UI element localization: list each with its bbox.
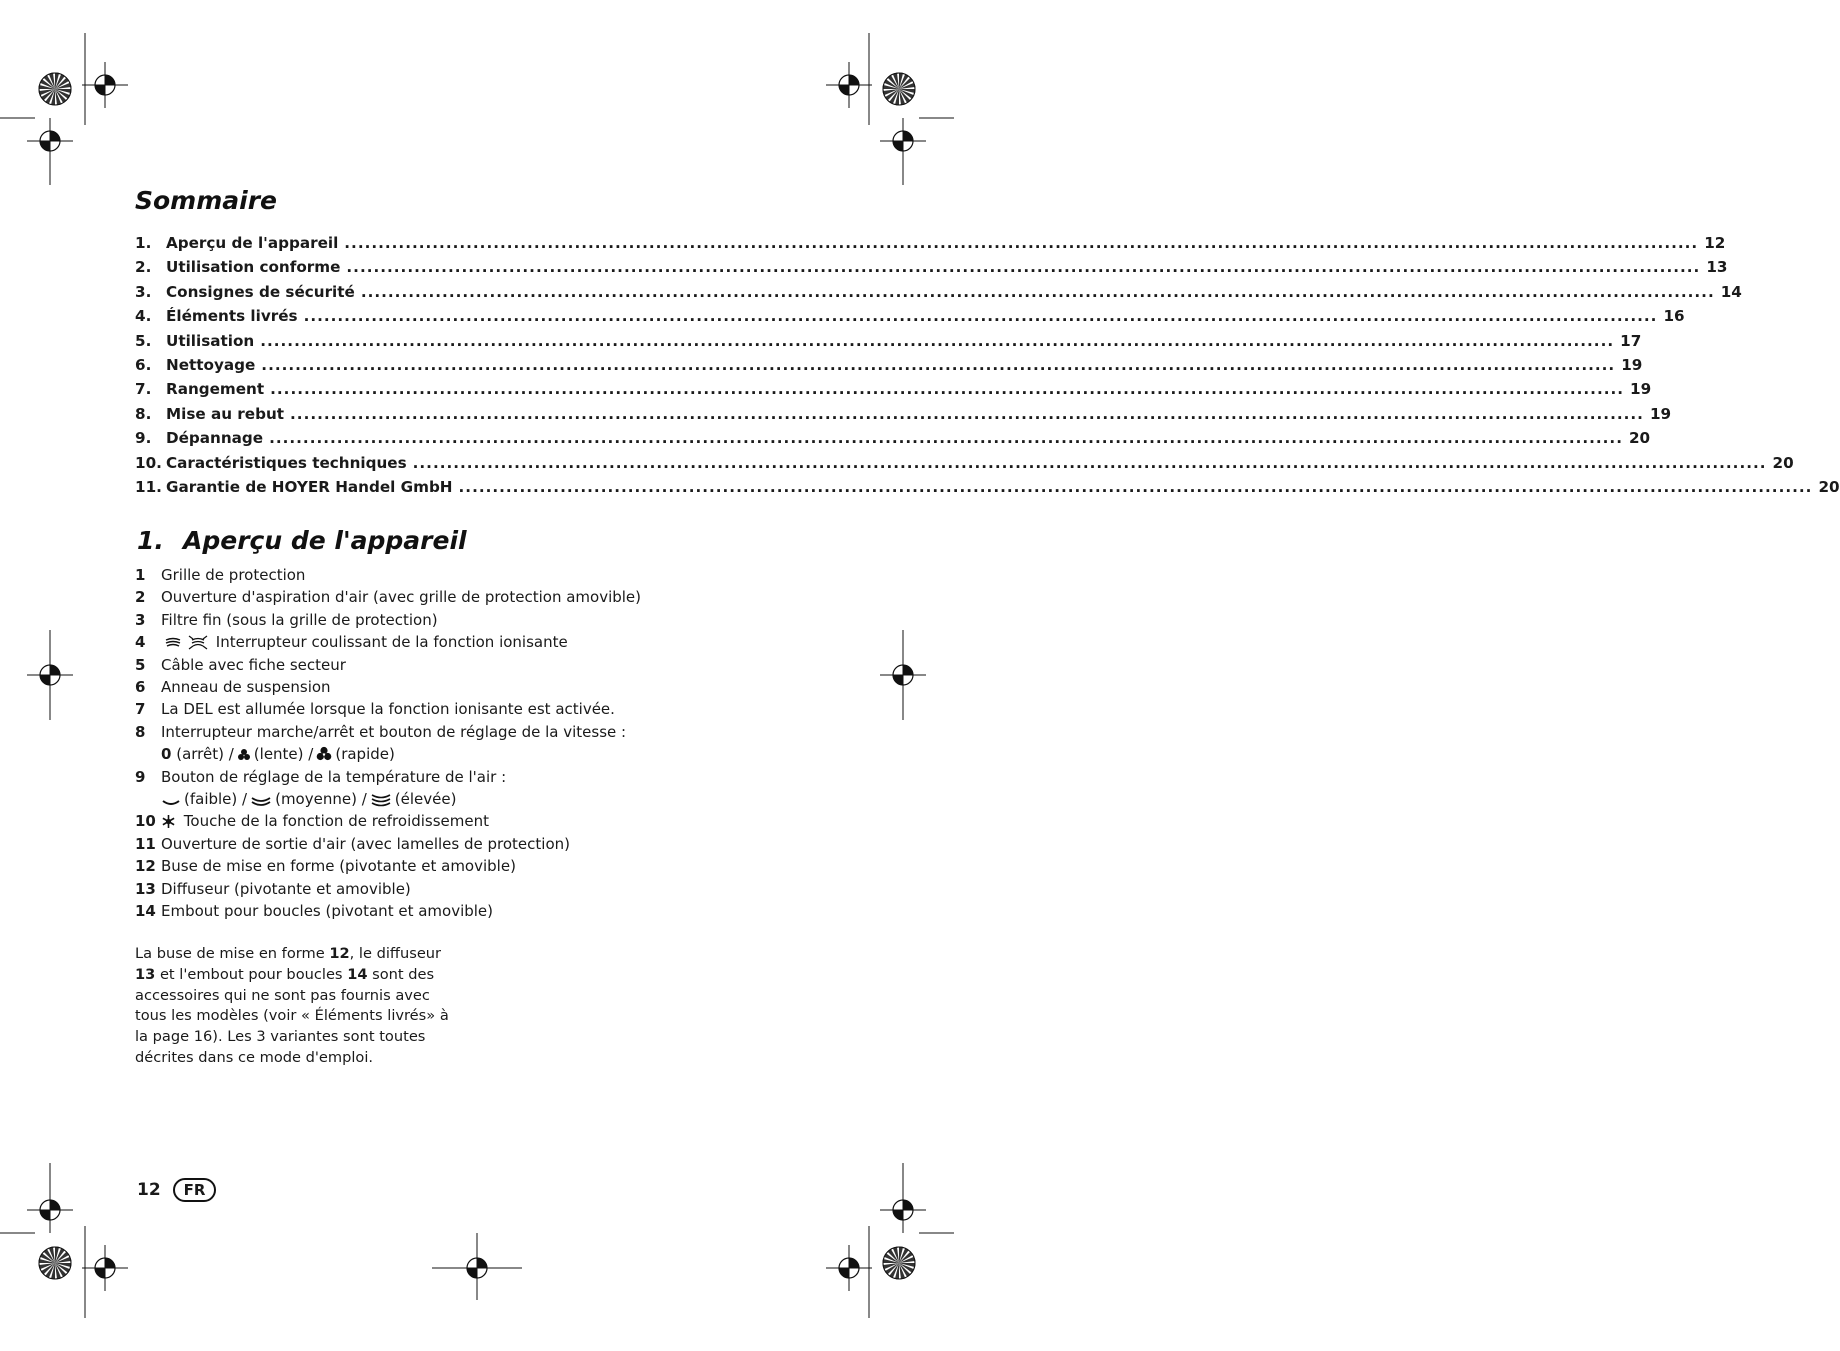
toc-item [135,304,1685,328]
note-ref: 13 [135,965,156,983]
toc-item-label: Aperçu de l'appareil [166,234,339,252]
heat-settings [161,788,735,810]
heat-low-icon [161,795,181,807]
toc-item-number: 9. [135,429,152,448]
part-number: 6 [135,678,146,697]
section-title [137,526,467,555]
toc-item-number: 1. [135,234,152,252]
toc-item-label: Caractéristiques techniques [166,453,407,472]
toc-item-label: Mise au rebut [166,404,285,423]
toc-item [135,451,1794,475]
part-number: 1 [135,566,146,584]
toc-item-page: 17 [1620,331,1642,350]
toc-item-page: 12 [1704,234,1726,252]
list-item [135,810,735,832]
toc-item-number: 6. [135,355,152,374]
part-number: 8 [135,722,146,741]
toc-item-label: Éléments livrés [166,307,298,326]
toc-item [135,329,1642,353]
toc-item-label: Consignes de sécurité [166,282,355,301]
heat-high-icon [370,792,392,807]
ion-on-icon [188,635,208,650]
fan-fast-icon [316,746,332,762]
note-ref: 14 [347,965,368,983]
heat-mid-label: (moyenne) / [275,790,367,809]
toc-item-page: 13 [1706,258,1728,277]
part-number: 11 [135,834,156,853]
list-item [135,900,735,922]
part-number: 13 [135,879,156,898]
part-text-label: Interrupteur marche/arrêt et bouton de réglage de la vitesse : [161,722,627,741]
toc-item-page: 19 [1630,380,1652,399]
speed-off-label: (arrêt) / [176,745,234,764]
list-item [135,586,735,608]
toc-leader-dots: ........................................................................................................................................................................................................ [360,282,1715,301]
toc-item-number: 3. [135,282,152,301]
toc-leader-dots: ........................................................................................................................................................................................................ [303,307,1658,326]
speed-fast-label: (rapide) [335,745,395,764]
part-text [161,631,735,653]
part-text: Anneau de suspension [161,678,331,697]
table-of-contents [135,231,1840,499]
toc-item-label: Dépannage [166,429,264,448]
part-text: Filtre fin (sous la grille de protection) [161,610,438,629]
toc-leader-dots: ........................................................................................................................................................................................................ [412,453,1767,472]
speed-slow-label: (lente) / [253,745,314,764]
toc-item-page: 20 [1628,429,1651,448]
toc-leader-dots: ........................................................................................................................................................................................................ [270,380,1625,399]
toc-leader-dots: ........................................................................................................................................................................................................ [458,477,1813,496]
language-badge: FR [173,1178,217,1202]
part-number: 3 [135,610,146,629]
heat-high-label: (élevée) [394,790,457,809]
section-title-text: Aperçu de l'appareil [183,526,467,555]
part-text [161,766,735,811]
toc-item-page: 19 [1621,355,1643,374]
part-number: 2 [135,588,146,607]
toc-leader-dots: ........................................................................................................................................................................................................ [344,234,1699,252]
toc-item [135,377,1652,401]
note-text: , le diffuseur [349,945,442,962]
part-text: Ouverture de sortie d'air (avec lamelles de protection) [161,834,570,853]
list-item [135,878,735,900]
note-ref: 12 [329,945,350,962]
toc-item [135,353,1643,377]
toc-item-page: 19 [1649,404,1672,423]
toc-item [135,280,1742,304]
part-text: Buse de mise en forme (pivotante et amovible) [161,857,516,876]
list-item [135,698,735,720]
list-item [135,609,735,631]
list-item [135,721,735,766]
part-number: 12 [135,857,156,876]
part-number: 10 [135,812,156,831]
list-item [135,855,735,877]
toc-leader-dots: ........................................................................................................................................................................................................ [269,429,1623,448]
list-item [135,654,735,676]
toc-item-page: 20 [1818,477,1840,496]
toc-item-label: Nettoyage [166,355,256,374]
part-text-label: Bouton de réglage de la température de l'air : [161,767,507,786]
part-text: Diffuseur (pivotante et amovible) [161,879,411,898]
heat-mid-icon [250,794,272,807]
page-footer [137,1178,216,1202]
part-text-label: Touche de la fonction de refroidissement [183,812,490,831]
list-item [135,564,735,586]
toc-leader-dots: ........................................................................................................................................................................................................ [290,404,1644,423]
part-text: Grille de protection [161,566,306,584]
toc-item-label: Garantie de HOYER Handel GmbH [166,477,453,496]
part-number: 14 [135,902,156,921]
accessory-note [135,944,465,1069]
list-item [135,766,735,811]
part-number: 4 [135,633,146,652]
toc-item [135,475,1840,499]
toc-item-number: 4. [135,307,152,326]
toc-item-label: Utilisation conforme [166,258,341,277]
toc-item-label: Utilisation [166,331,255,350]
part-text: Ouverture d'aspiration d'air (avec grille de protection amovible) [161,588,642,607]
toc-leader-dots: ........................................................................................................................................................................................................ [260,331,1615,350]
toc-item [135,255,1728,279]
toc-item-page: 16 [1663,307,1685,326]
list-item [135,833,735,855]
list-item [135,631,735,653]
toc-item-number: 8. [135,404,152,423]
toc-item-page: 20 [1772,453,1794,472]
part-text: Câble avec fiche secteur [161,655,346,674]
toc-item-number: 7. [135,380,152,399]
page-number: 12 [137,1180,161,1200]
part-text: Embout pour boucles (pivotant et amovible) [161,902,494,921]
toc-item-number: 10. [135,453,162,472]
part-text [161,810,735,832]
part-number: 9 [135,767,146,786]
toc-item-number: 5. [135,331,152,350]
note-text: sont des accessoires qui ne sont pas fournis avec tous les modèles (voir « Éléments livrés» à la page 16). Les 3 variantes sont toutes décrites dans ce mode d'emploi. [135,965,449,1066]
part-number: 5 [135,655,146,674]
list-item [135,676,735,698]
speed-off-value: 0 [161,745,172,764]
toc-item-label: Rangement [166,380,265,399]
toc-item-number: 2. [135,258,152,277]
part-text [161,721,735,766]
toc-item-number: 11. [135,477,162,496]
parts-list [135,564,735,923]
part-text-label: Interrupteur coulissant de la fonction ionisante [215,633,568,652]
snowflake-icon [161,814,176,829]
ion-off-icon [164,636,182,650]
note-text: La buse de mise en forme [135,945,330,962]
part-text: La DEL est allumée lorsque la fonction ionisante est activée. [161,700,615,719]
toc-title: Sommaire [135,186,278,215]
note-text: et l'embout pour boucles [155,965,348,983]
speed-settings [161,743,735,765]
fan-slow-icon [237,748,251,762]
toc-leader-dots: ........................................................................................................................................................................................................ [261,355,1616,374]
toc-item [135,426,1651,450]
toc-item [135,231,1726,255]
toc-item-page: 14 [1720,282,1742,301]
toc-leader-dots: ........................................................................................................................................................................................................ [346,258,1701,277]
section-number: 1. [137,526,164,555]
toc-item [135,402,1672,426]
heat-low-label: (faible) / [184,790,248,809]
part-number: 7 [135,700,146,719]
